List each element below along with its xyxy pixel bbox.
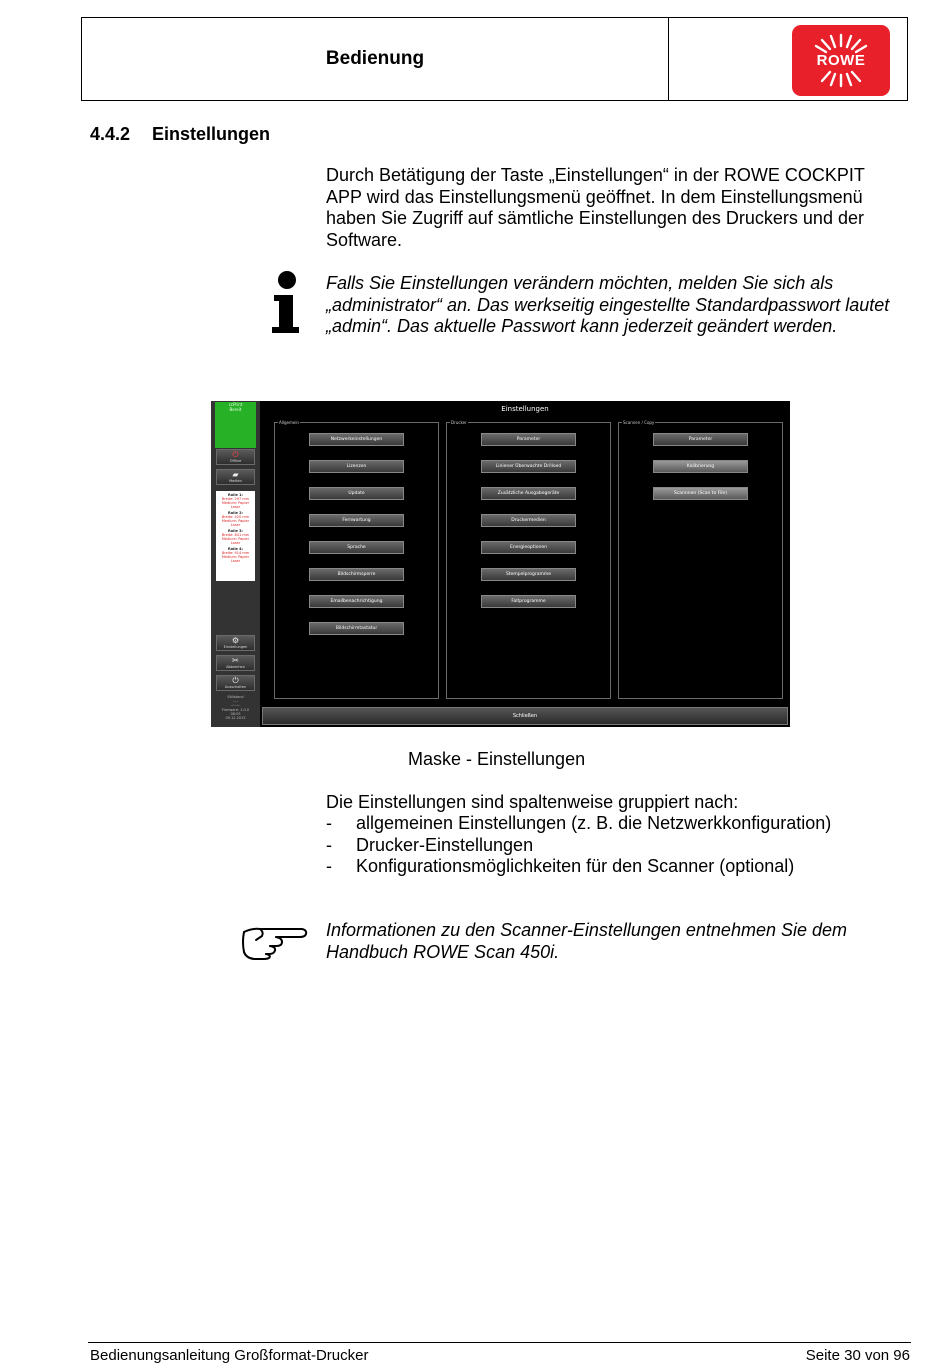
status-line: ccPrint [228, 402, 243, 407]
roll-item [216, 547, 255, 563]
roll-detail: Breite: 914 mm [221, 551, 250, 555]
page-header [81, 17, 908, 101]
offline-label: Offline [229, 459, 242, 463]
column-allgemein [274, 422, 439, 699]
status-line: Bereit [229, 407, 242, 412]
list-marker: - [326, 813, 332, 833]
offline-button[interactable] [216, 449, 255, 465]
output-devices-button[interactable]: Zusätzliche Ausgabegeräte [481, 487, 576, 500]
settings-label: Einstellungen [223, 645, 248, 649]
roll-detail: Laser [230, 523, 241, 527]
roll-name: Rolle 3: [228, 529, 243, 533]
figure-caption: Maske - Einstellungen [408, 749, 586, 769]
column-drucker [446, 422, 611, 699]
email-notification-button[interactable]: Emailbenachrichtigung [309, 595, 404, 608]
roll-detail: Laser [230, 505, 241, 509]
printer-monitoring-button[interactable]: Liniener Überwachte Drilloed [481, 460, 576, 473]
list-marker: - [326, 834, 332, 855]
list-marker: - [326, 856, 332, 876]
roll-item [216, 511, 255, 527]
screen-lock-button[interactable]: Bildschirmsperre [309, 568, 404, 581]
info-note-text: Falls Sie Einstellungen verändern möchten, melden Sie sich als „administrator“ an. Das werkseitig eingestellte Standardpasswort lautet „admin“. Das aktuelle Passwort kann jederzeit geändert werden. [326, 273, 890, 336]
column-label: Drucker [451, 420, 467, 425]
group-intro: Die Einstellungen sind spaltenweise gruppiert nach: [326, 792, 739, 812]
page-number: Seite 30 von 96 [805, 1347, 910, 1364]
shutdown-label: Ausschalten [224, 685, 247, 689]
footer-line: --:--:-- [230, 703, 241, 708]
footer-line: Stillstand [227, 695, 244, 699]
list-text: Drucker-Einstellungen [356, 834, 534, 855]
section-number: 4.4.2 [90, 124, 131, 144]
roll-detail: Breite: 297 mm [221, 497, 250, 501]
roll-detail: Laser [230, 541, 241, 545]
footer-rule [88, 1342, 911, 1343]
roll-name: Rolle 1: [228, 493, 243, 497]
roll-item [216, 529, 255, 545]
roll-name: Rolle 2: [228, 511, 243, 515]
roll-item [216, 493, 255, 509]
list-text: allgemeinen Einstellungen (z. B. die Netzwerkkonfiguration) [356, 813, 832, 833]
screenshot-title: Einstellungen [501, 405, 549, 413]
network-settings-button[interactable]: Netzwerkeinstellungen [309, 433, 404, 446]
gear-icon: ⚙ [231, 636, 240, 645]
settings-screenshot [211, 401, 790, 727]
cancel-button[interactable] [216, 655, 255, 671]
screenshot-sidebar [211, 401, 260, 727]
settings-button[interactable] [216, 635, 255, 651]
column-label: Scannen / Copy [623, 420, 655, 425]
footer-title: Bedienungsanleitung Großformat-Drucker [90, 1347, 369, 1364]
calibration-button[interactable]: Kalibrierung [653, 460, 748, 473]
roll-detail: Breite: 420 mm [221, 515, 250, 519]
scan-to-file-button[interactable]: Scannnen (Scan to File) [653, 487, 748, 500]
column-label: Allgemein [279, 420, 299, 425]
scanner-parameter-button[interactable]: Parameter [653, 433, 748, 446]
scissors-icon: ✂ [232, 656, 239, 665]
sidebar-footer [216, 695, 255, 720]
intro-paragraph: Durch Betätigung der Taste „Einstellungen“ in der ROWE COCKPIT APP wird das Einstellungsmenü geöffnet. In dem Einstellungsmenü haben Sie Zugriff auf sämtliche Einstellungen des Druckers und der Software. [326, 165, 865, 250]
section-heading: Einstellungen [152, 124, 271, 144]
media-label: Medien [229, 479, 242, 483]
rowe-logo [792, 25, 890, 96]
stamp-programs-button[interactable]: Stempelprogramme [481, 568, 576, 581]
pointing-hand-icon [240, 922, 310, 960]
media-button[interactable] [216, 469, 255, 485]
column-scanner [618, 422, 783, 699]
footer-line: Firmware: 1.0.0 [221, 707, 250, 712]
header-title: Bedienung [325, 48, 425, 69]
printer-media-button[interactable]: Druckermedien [481, 514, 576, 527]
stack-icon: ▰ [232, 470, 239, 479]
hint-note-text: Informationen zu den Scanner-Einstellungen entnehmen Sie dem Handbuch ROWE Scan 450i. [326, 920, 848, 962]
roll-detail: Laser [230, 559, 241, 563]
shutdown-button[interactable] [216, 675, 255, 691]
header-divider [668, 18, 669, 100]
roll-detail: Medium: Papier [221, 537, 250, 541]
footer-line: ---- [232, 699, 239, 704]
logo-wordmark: ROWE [816, 52, 866, 69]
cancel-label: Abbrechen [226, 665, 245, 669]
fold-programs-button[interactable]: Faltprogramme [481, 595, 576, 608]
language-button[interactable]: Sprache [309, 541, 404, 554]
close-button[interactable]: Schließen [262, 707, 788, 725]
roll-detail: Medium: Papier [221, 519, 250, 523]
footer-line: 09.12.2013 [225, 716, 246, 721]
info-icon [266, 270, 306, 336]
roll-name: Rolle 4: [228, 547, 243, 551]
footer-line: 08:05 [230, 711, 241, 716]
roll-list [216, 491, 255, 581]
remote-maintenance-button[interactable]: Fernwartung [309, 514, 404, 527]
power-icon: ⏻ [232, 450, 239, 459]
power-icon: ⏻ [232, 676, 239, 685]
licenses-button[interactable]: Lizenzen [309, 460, 404, 473]
roll-detail: Medium: Papier [221, 501, 250, 505]
roll-detail: Breite: 841 mm [221, 533, 250, 537]
energy-options-button[interactable]: Energieoptionen [481, 541, 576, 554]
update-button[interactable]: Update [309, 487, 404, 500]
printer-parameter-button[interactable]: Parameter [481, 433, 576, 446]
roll-detail: Medium: Papier [221, 555, 250, 559]
list-text: Konfigurationsmöglichkeiten für den Scanner (optional) [356, 856, 795, 876]
screen-keyboard-button[interactable]: Bildschirmtastatur [309, 622, 404, 635]
section-title [90, 124, 270, 145]
status-panel [215, 402, 256, 448]
